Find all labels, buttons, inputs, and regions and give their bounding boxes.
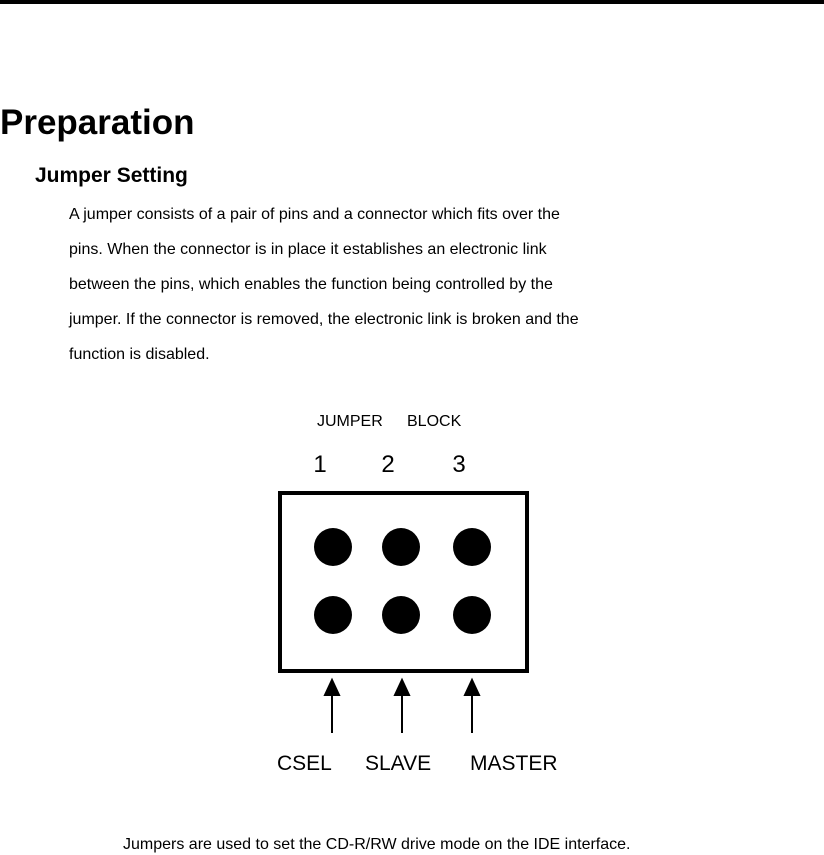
diagram-title-jumper: JUMPER xyxy=(317,413,383,430)
diagram-title-block: BLOCK xyxy=(407,413,462,430)
arrow-head-icon xyxy=(465,680,479,695)
mode-label-master: MASTER xyxy=(470,752,558,775)
arrow-head-icon xyxy=(325,680,339,695)
paragraph-line: function is disabled. xyxy=(69,346,210,363)
pin-number-2: 2 xyxy=(381,451,395,478)
diagram-caption: Jumpers are used to set the CD-R/RW drive mode on the IDE interface. xyxy=(123,836,631,853)
subsection-heading: Jumper Setting xyxy=(35,164,188,187)
paragraph-line: pins. When the connector is in place it establishes an electronic link xyxy=(69,241,547,258)
paragraph-line: A jumper consists of a pair of pins and a connector which fits over the xyxy=(69,206,560,223)
mode-label-csel: CSEL xyxy=(277,752,332,775)
paragraph-line: between the pins, which enables the function being controlled by the xyxy=(69,276,553,293)
pin-number-3: 3 xyxy=(452,451,466,478)
section-heading: Preparation xyxy=(0,103,195,142)
mode-label-slave: SLAVE xyxy=(365,752,432,775)
paragraph-line: jumper. If the connector is removed, the electronic link is broken and the xyxy=(69,311,579,328)
arrow-head-icon xyxy=(395,680,409,695)
pin-number-1: 1 xyxy=(313,451,327,478)
